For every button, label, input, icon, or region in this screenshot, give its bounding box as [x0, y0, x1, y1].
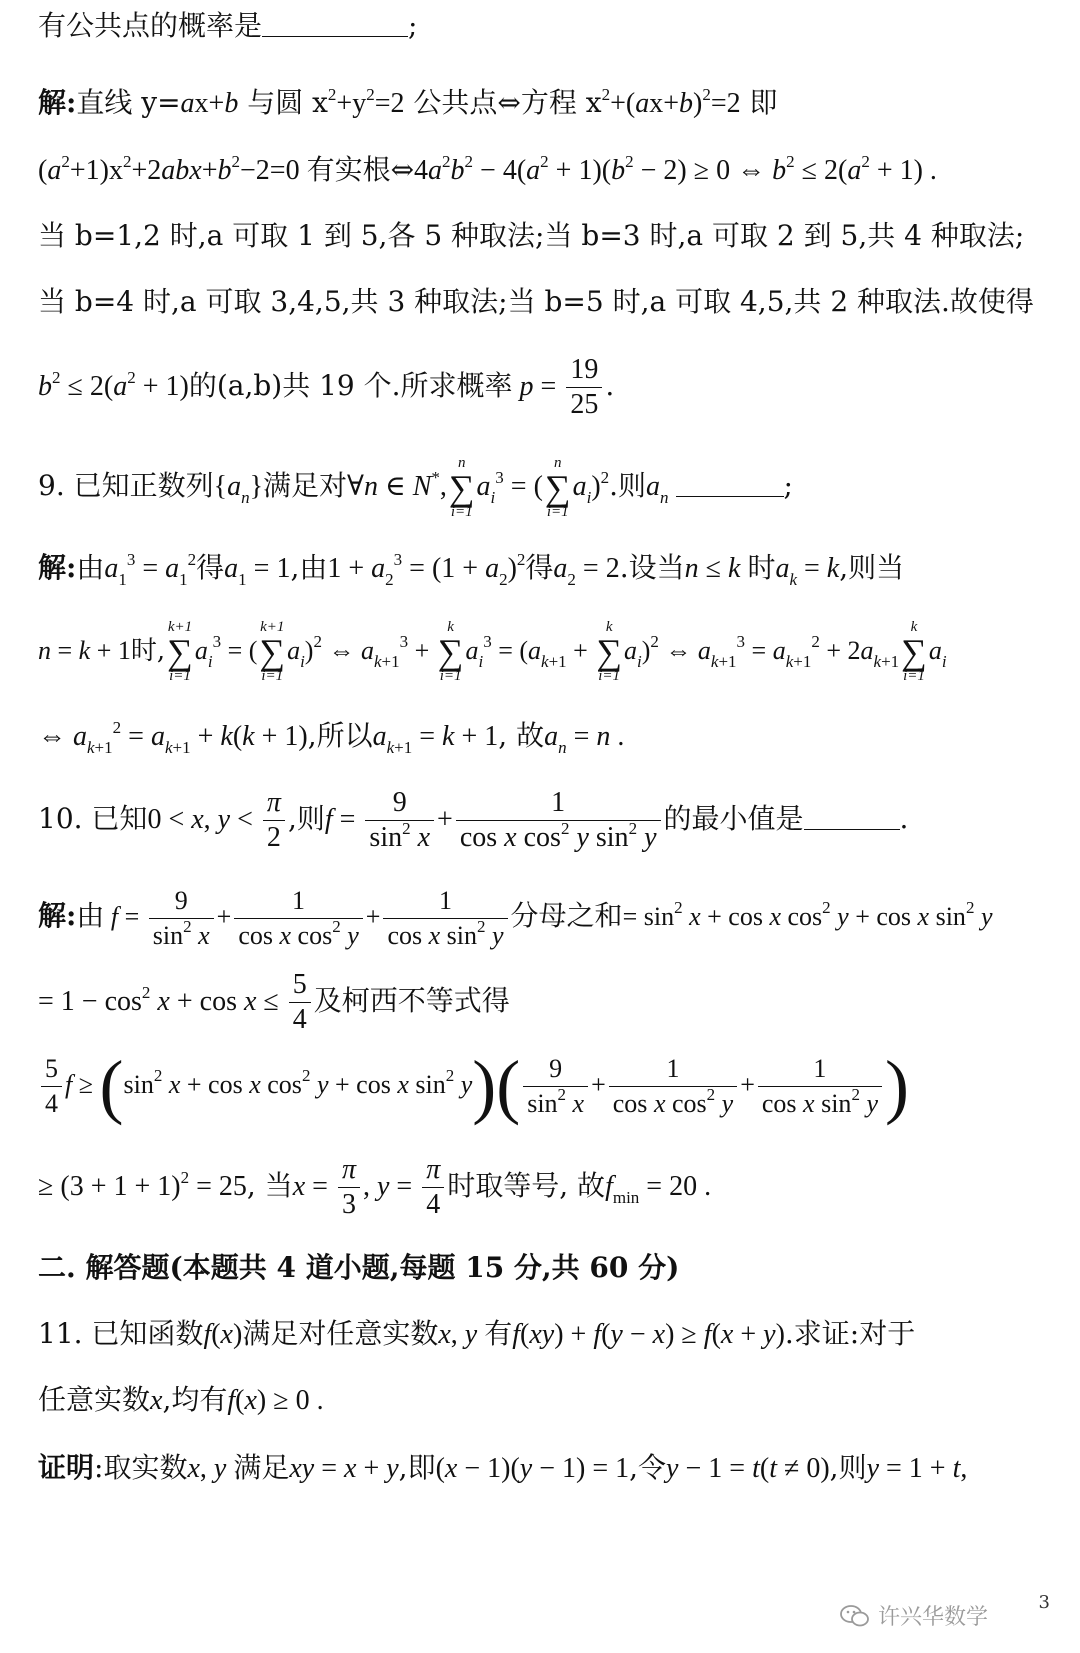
probability-fraction: $\frac{19}{25}$ — [566, 353, 602, 422]
answer-blank — [262, 10, 408, 37]
solution9-line1: 解:由$a_1^3 = a_1^2$得$a_1 = 1$,由$1 + a_2^3 = (1 + a_2)^2$得$a_2 = 2$.设当n ≤ k 时$a_k = k$,则当 — [38, 550, 905, 589]
solution9-line2: n = k + 1时, k+1 ∑ i=1 $a_i^3$ = ( k+1 ∑ i=1 $a_i)^2$ ⇔ $a_{k+1}^3$ + k ∑ i=1 $a_i^3 = (a_{k+1}$ + k ∑ i=1 $a_i)^2$ ⇔ $a_{k+1}^3 = a_{k+1}^2 + 2a_{k+1}$ k ∑ i=1 $a_i$ — [38, 619, 947, 684]
answer-blank — [676, 470, 784, 497]
solution8-line5: $b^2 \le 2(a^2 + 1)$的(a,b)共 19 个.所求概率 p = $\frac{19}{25}$ . — [38, 354, 615, 420]
problem11-line2: 任意实数x,均有f(x) ≥ 0 . — [38, 1383, 324, 1416]
problem9: 9. 已知正数列$\{a_n\}$满足对∀n ∈ N*, n ∑ i=1 $a_i^3$ = ( n ∑ i=1 $a_i)^2$.则$a_n$ ; — [38, 454, 793, 520]
problem10: 10. 已知0 < x, y < $\frac{\pi}{2}$ ,则f = $\frac{9}{\sin^2 x}$ + $\frac{1}{\cos x \cos^2 y \sin^2 y}$ 的最小值是 . — [38, 787, 909, 853]
proof-line1: 证明:取实数x, y 满足xy = x + y,即(x − 1)(y − 1) = 1,令y − 1 = t(t ≠ 0),则y = 1 + t, — [38, 1451, 968, 1484]
solution9-line3: ⇔ $a_{k+1}^2 = a_{k+1} + k(k + 1)$,所以$a_{k+1} = k + 1$, 故$a_n = n$ . — [38, 718, 625, 757]
page-number: 3 — [1038, 1592, 1050, 1613]
solution10-line3: $\frac{5}{4}$ $f \ge (\sin^2$ x + cos x $\cos^2 y + \cos x$ $\sin^2 y$)( $\frac{9}{\sin^2 x}$ + $\frac{1}{\cos x \cos^2 y}$ + $\frac{1}{\cos x \sin^2 y}$ ) — [38, 1045, 1060, 1125]
watermark — [840, 1600, 988, 1631]
answer-blank — [804, 803, 900, 830]
solution10-line2: = $1 - \cos^2 x + \cos x$ ≤ $\frac{5}{4}$ 及柯西不等式得 — [38, 969, 510, 1035]
section-title: 二. 解答题(本题共 4 道小题,每题 15 分,共 60 分) — [38, 1251, 680, 1284]
solution8-line3: 当 b=1,2 时,a 可取 1 到 5,各 5 种取法;当 b=3 时,a 可取 2 到 5,共 4 种取法; — [38, 219, 1025, 252]
solution8-line1: 解:直线 y=ax+b 与圆 $x^2+y^2=2$ 公共点⇔方程 $x^2+(ax+b)^2=2$ 即 — [38, 85, 778, 119]
solution-label: 解: — [38, 86, 77, 119]
solution10-line4: ≥ $(3 + 1 + 1)^2 = 25$, 当x = $\frac{\pi}{3}$ , y = $\frac{\pi}{4}$ 时取等号, 故$f_{min} = 20$ . — [38, 1154, 712, 1220]
watermark-text: 许兴华数学 — [877, 1605, 988, 1630]
wechat-icon — [840, 1604, 870, 1628]
solution8-line4: 当 b=4 时,a 可取 3,4,5,共 3 种取法;当 b=5 时,a 可取 4,5,共 2 种取法.故使得 — [38, 285, 1034, 318]
solution8-line2: $(a^2+1)x^2+2abx+b^2-2=0$ 有实根$\Leftrightarrow 4a^2b^2 - 4(a^2 + 1)(b^2 - 2) \ge 0$ ⇔ $b^2 \le 2(a^2 + 1)$ . — [38, 152, 937, 186]
problem8-tail: 有公共点的概率是 ; — [38, 9, 418, 42]
problem11-line1: 11. 已知函数f(x)满足对任意实数x, y 有f(xy) + f(y − x) ≥ f(x + y).求证:对于 — [38, 1317, 916, 1350]
solution10-line1: 解:由 f = $\frac{9}{\sin^2 x}$ + $\frac{1}{\cos x \cos^2 y}$ + $\frac{1}{\cos x \sin^2 y}$ 分母之和= $\sin^2 x + \cos x$ $\cos^2 y + \cos x$ $\sin^2 y$ — [38, 885, 993, 950]
